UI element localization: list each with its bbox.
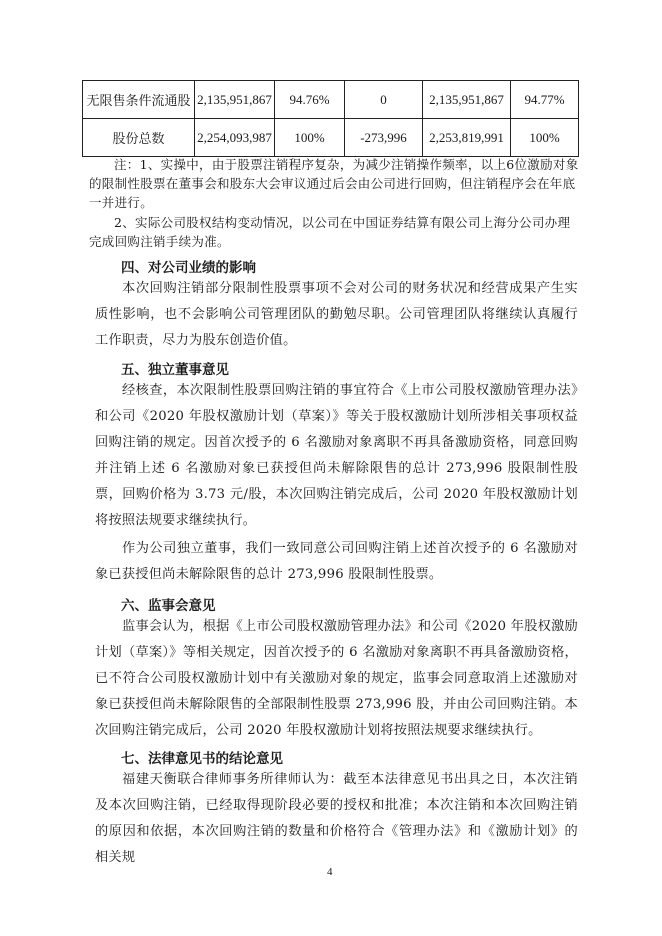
page-number: 4 (327, 866, 333, 878)
table-cell-after-pct: 100% (511, 119, 579, 157)
table-cell-before-pct: 94.76% (275, 81, 345, 119)
table-note-2: 2、实际公司股权结构变动情况，以公司在中国证券结算有限公司上海分公司办理完成回购注销手续为准。 (89, 215, 571, 249)
section-5-paragraph-2: 作为公司独立董事，我们一致同意公司回购注销上述首次授予的 6 名激励对象已获授但尚未解除限售的总计 273,996 股限制性股票。 (95, 541, 578, 582)
section-6-paragraph: 监事会认为，根据《上市公司股权激励管理办法》和公司《2020 年股权激励计划（草案）》等相关规定，因首次授予的 6 名激励对象离职不再具备激励资格，已不符合公司股权激励计划中有关激励对象的规定，监事会同意取消上述激励对象已获授但尚未解除限售的全部限制性股票 273,996 股，并由公司回购注销。本次回购注销完成后，公司 2020 年股权激励计划将按照法规要求继续执行。 (95, 619, 578, 738)
table-row (83, 81, 579, 119)
table-cell-change: -273,996 (345, 119, 423, 157)
table-cell-label: 无限售条件流通股 (83, 81, 195, 119)
section-heading-7: 七、法律意见书的结论意见 (121, 751, 283, 767)
table-cell-change: 0 (345, 81, 423, 119)
share-structure-table (82, 80, 579, 157)
section-5-paragraph-1: 经核查，本次限制性股票回购注销的事宜符合《上市公司股权激励管理办法》和公司《2020 年股权激励计划（草案）》等关于股权激励计划所涉相关事项权益回购注销的规定。因首次授予的 6 名激励对象离职不再具备激励资格，同意回购并注销上述 6 名激励对象已获授但尚未解除限售的总计 273,996 股限制性股票，回购价格为 3.73 元/股，本次回购注销完成后，公司 2020 年股权激励计划将按照法规要求继续执行。 (95, 383, 578, 528)
table-cell-before-pct: 100% (275, 119, 345, 157)
table-row (83, 119, 579, 157)
table-cell-before-qty: 2,254,093,987 (195, 119, 275, 157)
table-note-1: 注：1、实操中，由于股票注销程序复杂，为减少注销操作频率，以上6位激励对象的限制性股票在董事会和股东大会审议通过后会由公司进行回购，但注销程序会在年底一并进行。 (89, 157, 579, 210)
table-cell-label: 股份总数 (83, 119, 195, 157)
section-heading-4: 四、对公司业绩的影响 (121, 260, 256, 276)
section-7-paragraph: 福建天衡联合律师事务所律师认为：截至本法律意见书出具之日，本次注销及本次回购注销，已经取得现阶段必要的授权和批准；本次注销和本次回购注销的原因和依据，本次回购注销的数量和价格符合《管理办法》和《激励计划》的相关规 (95, 772, 578, 865)
section-heading-6: 六、监事会意见 (121, 598, 216, 614)
table-cell-after-qty: 2,253,819,991 (423, 119, 511, 157)
section-4-paragraph: 本次回购注销部分限制性股票事项不会对公司的财务状况和经营成果产生实质性影响，也不会影响公司管理团队的勤勉尽职。公司管理团队将继续认真履行工作职责，尽力为股东创造价值。 (95, 281, 578, 348)
table-cell-before-qty: 2,135,951,867 (195, 81, 275, 119)
section-heading-5: 五、独立董事意见 (121, 362, 229, 378)
table-cell-after-qty: 2,135,951,867 (423, 81, 511, 119)
table-cell-after-pct: 94.77% (511, 81, 579, 119)
